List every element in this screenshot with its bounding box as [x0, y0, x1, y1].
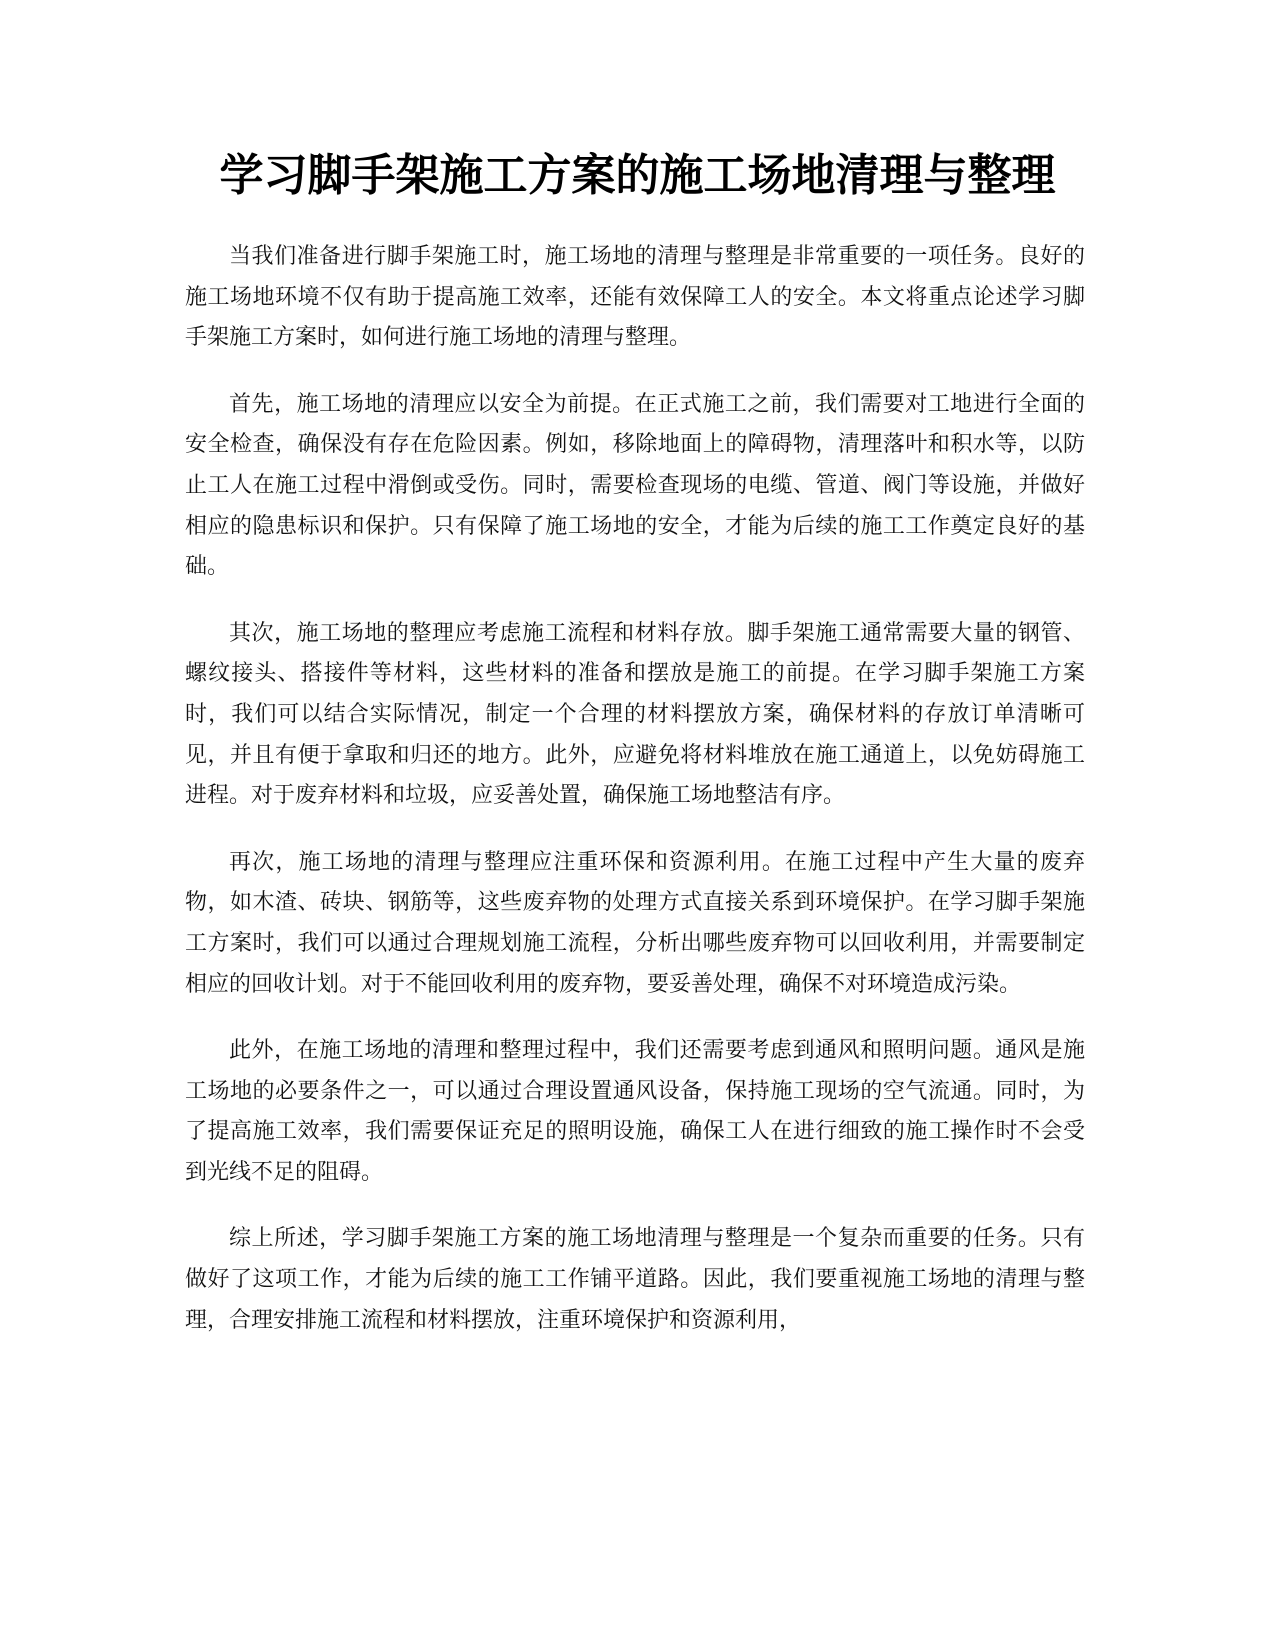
paragraph-safety: 首先，施工场地的清理应以安全为前提。在正式施工之前，我们需要对工地进行全面的安全检查，确保没有存在危险因素。例如，移除地面上的障碍物，清理落叶和积水等，以防止工人在施工过程中滑倒或受伤。同时，需要检查现场的电缆、管道、阀门等设施，并做好相应的隐患标识和保护。只有保障了施工场地的安全，才能为后续的施工工作奠定良好的基础。: [185, 391, 1085, 580]
paragraph-summary: 综上所述，学习脚手架施工方案的施工场地清理与整理是一个复杂而重要的任务。只有做好了这项工作，才能为后续的施工工作铺平道路。因此，我们要重视施工场地的清理与整理，合理安排施工流程和材料摆放，注重环境保护和资源利用，: [185, 1226, 1085, 1333]
paragraph-environment: 再次，施工场地的清理与整理应注重环保和资源利用。在施工过程中产生大量的废弃物，如木渣、砖块、钢筋等，这些废弃物的处理方式直接关系到环境保护。在学习脚手架施工方案时，我们可以通过合理规划施工流程，分析出哪些废弃物可以回收利用，并需要制定相应的回收计划。对于不能回收利用的废弃物，要妥善处理，确保不对环境造成污染。: [185, 849, 1085, 997]
paragraph-intro: 当我们准备进行脚手架施工时，施工场地的清理与整理是非常重要的一项任务。良好的施工场地环境不仅有助于提高施工效率，还能有效保障工人的安全。本文将重点论述学习脚手架施工方案时，如何进行施工场地的清理与整理。: [185, 244, 1085, 351]
document-body: [185, 237, 1085, 1367]
paragraph-materials: 其次，施工场地的整理应考虑施工流程和材料存放。脚手架施工通常需要大量的钢管、螺纹接头、搭接件等材料，这些材料的准备和摆放是施工的前提。在学习脚手架施工方案时，我们可以结合实际情况，制定一个合理的材料摆放方案，确保材料的存放订单清晰可见，并且有便于拿取和归还的地方。此外，应避免将材料堆放在施工通道上，以免妨碍施工进程。对于废弃材料和垃圾，应妥善处置，确保施工场地整洁有序。: [185, 620, 1085, 809]
document-title: 学习脚手架施工方案的施工场地清理与整理: [219, 150, 1056, 201]
paragraph-ventilation-lighting: 此外，在施工场地的清理和整理过程中，我们还需要考虑到通风和照明问题。通风是施工场地的必要条件之一，可以通过合理设置通风设备，保持施工现场的空气流通。同时，为了提高施工效率，我们需要保证充足的照明设施，确保工人在进行细致的施工操作时不会受到光线不足的阻碍。: [185, 1038, 1085, 1185]
